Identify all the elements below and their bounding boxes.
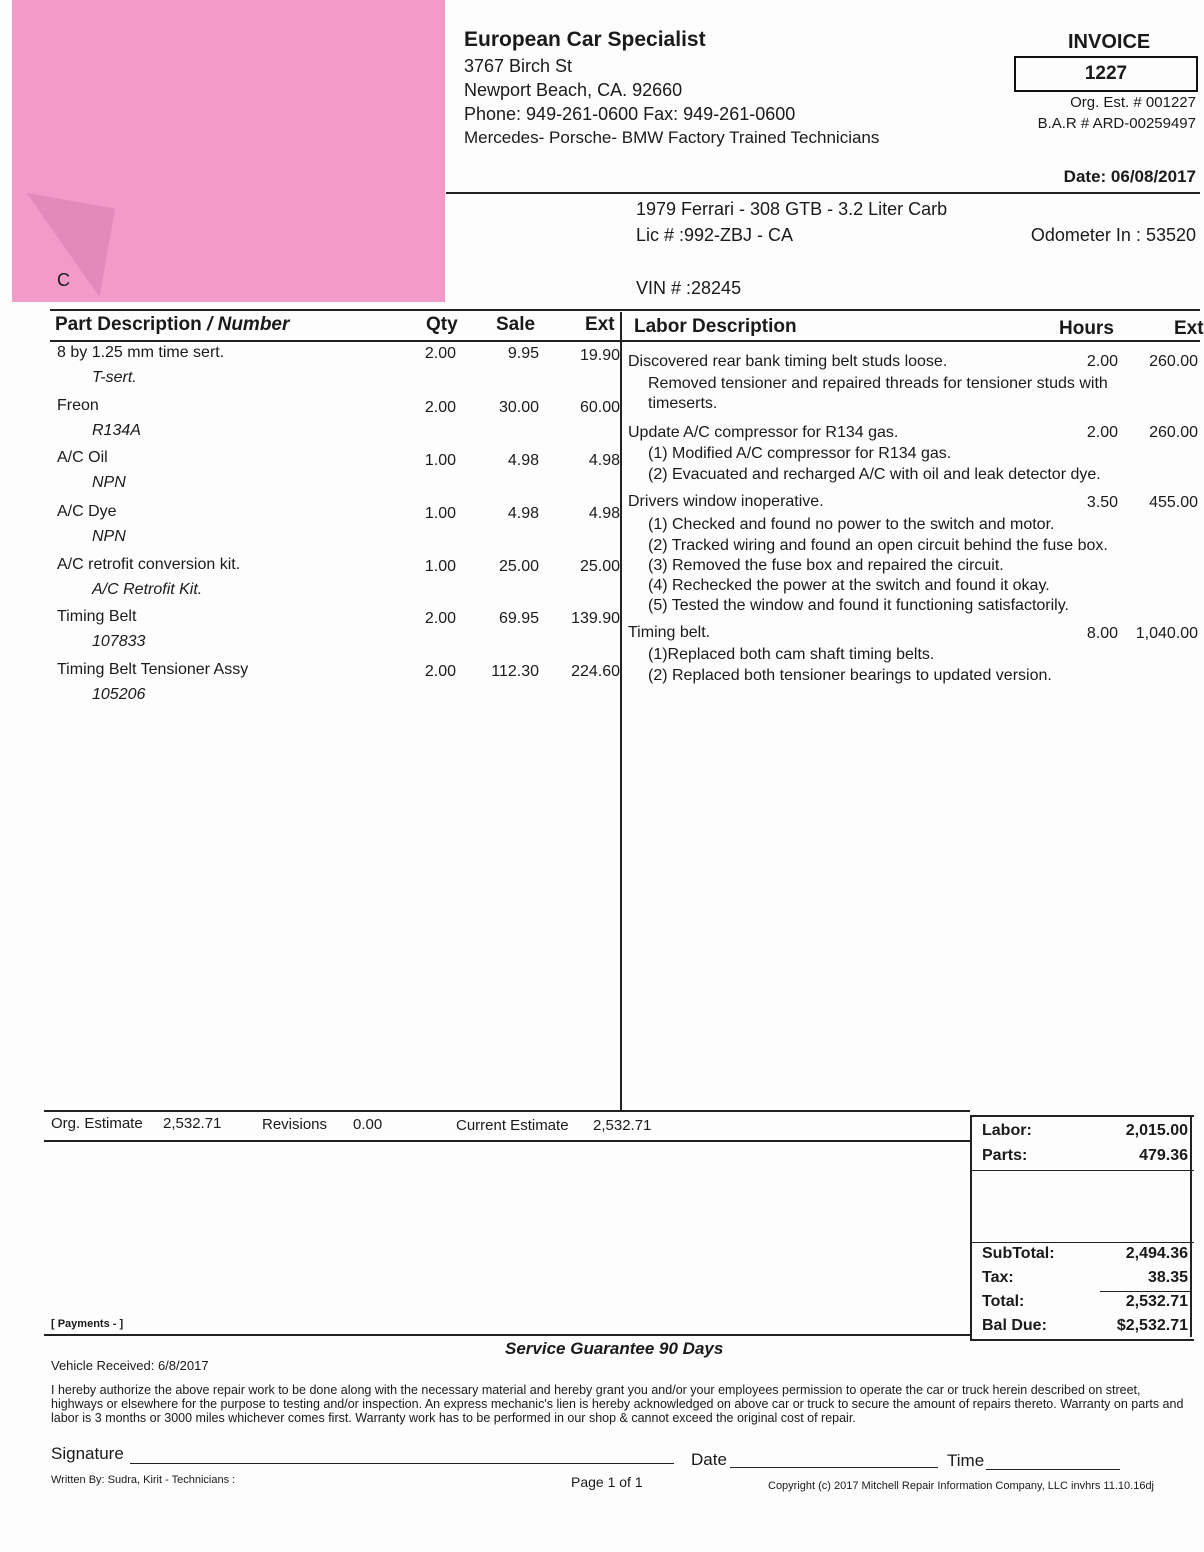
- bar-number: B.A.R # ARD-00259497: [1037, 115, 1196, 132]
- part-ext: 224.60: [571, 663, 620, 680]
- labor-header-hours: Hours: [1059, 318, 1114, 339]
- balance-due-value: $2,532.71: [1116, 1317, 1188, 1334]
- invoice-title: INVOICE: [1068, 31, 1151, 53]
- part-number: R134A: [92, 422, 141, 439]
- labor-hours: 2.00: [1086, 353, 1118, 370]
- subtotal-label: SubTotal:: [982, 1245, 1055, 1262]
- payments-rule: [44, 1334, 970, 1336]
- part-number: T-sert.: [92, 369, 137, 386]
- balance-due-label: Bal Due:: [982, 1317, 1047, 1334]
- part-ext: 4.98: [588, 505, 620, 522]
- authorization-text: I hereby authorize the above repair work to be done along with the necessary material and hereby grant you and/or your employees permission to operate the car or truck herein described on street, highways or elsewhere for the purpose to testing and/or inspection. An express mechanic's lien is hereby acknowledged on above car or truck to secure the amount of repairs thereto. Warranty on parts and labor is 3 months or 3000 miles whichever comes first. Warranty work has to be performed in our shop & cannot exceed the original cost of repair.: [51, 1383, 1184, 1425]
- labor-hours: 8.00: [1086, 625, 1118, 642]
- labor-detail: timeserts.: [648, 395, 718, 412]
- table-top-rule: [50, 309, 1200, 311]
- payments-label: [ Payments - ]: [51, 1318, 124, 1330]
- labor-header-ext: Ext: [1174, 318, 1204, 339]
- part-number: NPN: [92, 528, 126, 545]
- tax-value: 38.35: [1147, 1269, 1188, 1286]
- estimate-bottom-rule: [44, 1140, 970, 1142]
- vehicle-description: 1979 Ferrari - 308 GTB - 3.2 Liter Carb: [636, 199, 948, 219]
- part-qty: 2.00: [424, 663, 456, 680]
- part-qty: 2.00: [424, 610, 456, 627]
- labor-detail: (2) Evacuated and recharged A/C with oil and leak detector dye.: [648, 466, 1101, 483]
- time-label: Time: [947, 1451, 985, 1470]
- current-estimate-label: Current Estimate: [456, 1117, 569, 1134]
- parts-header: [55, 314, 289, 336]
- part-name: Timing Belt: [57, 608, 137, 625]
- part-qty: 2.00: [424, 399, 456, 416]
- service-guarantee: Service Guarantee 90 Days: [505, 1339, 724, 1358]
- parts-header-qty: Qty: [426, 314, 458, 335]
- labor-ext: 455.00: [1149, 494, 1198, 511]
- invoice-number: 1227: [1014, 56, 1198, 92]
- part-qty: 2.00: [424, 345, 456, 362]
- labor-detail: (2) Replaced both tensioner bearings to updated version.: [648, 667, 1052, 684]
- date-label: Date: [691, 1450, 727, 1469]
- copyright: Copyright (c) 2017 Mitchell Repair Information Company, LLC invhrs 11.10.16dj: [768, 1480, 1154, 1492]
- labor-ext: 260.00: [1149, 353, 1198, 370]
- revisions-label: Revisions: [262, 1116, 328, 1133]
- labor-detail: (2) Tracked wiring and found an open circuit behind the fuse box.: [648, 537, 1108, 554]
- labor-hours: 2.00: [1086, 424, 1118, 441]
- part-sale: 69.95: [498, 610, 539, 627]
- labor-detail: Removed tensioner and repaired threads for tensioner studs with: [648, 375, 1108, 392]
- parts-header-ext: Ext: [585, 314, 615, 335]
- part-sale: 30.00: [498, 399, 539, 416]
- part-qty: 1.00: [424, 558, 456, 575]
- shop-name: European Car Specialist: [464, 28, 706, 51]
- labor-detail: (4) Rechecked the power at the switch and found it okay.: [648, 577, 1050, 594]
- table-header-rule: [50, 340, 1200, 342]
- totals-rule-1: [972, 1170, 1194, 1171]
- written-by: Written By: Sudra, Kirit - Technicians :: [51, 1474, 236, 1486]
- labor-detail: (1) Modified A/C compressor for R134 gas.: [648, 445, 952, 462]
- part-ext: 25.00: [579, 558, 620, 575]
- vehicle-received: Vehicle Received: 6/8/2017: [51, 1358, 209, 1373]
- customer-fragment: C: [57, 270, 70, 290]
- labor-detail: (1)Replaced both cam shaft timing belts.: [648, 646, 935, 663]
- header-divider: [446, 192, 1200, 194]
- totals-rule-2: [972, 1242, 1194, 1243]
- labor-title: Discovered rear bank timing belt studs loose.: [628, 353, 948, 370]
- labor-title: Drivers window inoperative.: [628, 493, 824, 510]
- labor-total-label: Labor:: [982, 1122, 1032, 1139]
- part-qty: 1.00: [424, 452, 456, 469]
- date-line[interactable]: [730, 1467, 938, 1468]
- org-estimate-label: Org. Estimate: [51, 1115, 143, 1132]
- part-sale: 25.00: [498, 558, 539, 575]
- part-name: Timing Belt Tensioner Assy: [57, 661, 249, 678]
- vehicle-odometer: Odometer In : 53520: [1030, 225, 1196, 245]
- part-sale: 4.98: [507, 452, 539, 469]
- part-name: Freon: [57, 397, 99, 414]
- labor-title: Update A/C compressor for R134 gas.: [628, 424, 899, 441]
- part-number: 105206: [92, 686, 146, 703]
- part-qty: 1.00: [424, 505, 456, 522]
- labor-title: Timing belt.: [628, 624, 711, 641]
- totals-right-edge: [1190, 1117, 1192, 1337]
- vehicle-license: Lic # :992-ZBJ - CA: [636, 225, 794, 245]
- signature-label: Signature: [51, 1444, 124, 1463]
- part-number: 107833: [92, 633, 146, 650]
- part-sale: 4.98: [507, 505, 539, 522]
- page-number: Page 1 of 1: [571, 1474, 643, 1490]
- part-ext: 4.98: [588, 452, 620, 469]
- total-rule: [1100, 1291, 1190, 1292]
- estimate-top-rule: [44, 1110, 970, 1112]
- part-name: 8 by 1.25 mm time sert.: [57, 344, 225, 361]
- part-sale: 112.30: [491, 663, 539, 680]
- labor-total-value: 2,015.00: [1125, 1122, 1188, 1139]
- shop-address1: 3767 Birch St: [464, 56, 573, 76]
- part-ext: 139.90: [571, 610, 620, 627]
- part-number: NPN: [92, 474, 126, 491]
- parts-header-number: / Number: [201, 314, 290, 335]
- parts-total-label: Parts:: [982, 1147, 1028, 1164]
- signature-line[interactable]: [130, 1463, 674, 1464]
- parts-total-value: 479.36: [1139, 1147, 1188, 1164]
- parts-header-description: Part Description: [55, 314, 202, 335]
- part-name: A/C Dye: [57, 503, 117, 520]
- part-sale: 9.95: [507, 345, 539, 362]
- subtotal-value: 2,494.36: [1125, 1245, 1188, 1262]
- org-estimate-value: 2,532.71: [163, 1115, 222, 1132]
- shop-phone-fax: Phone: 949-261-0600 Fax: 949-261-0600: [464, 104, 796, 124]
- time-line[interactable]: [986, 1469, 1120, 1470]
- vehicle-vin: VIN # :28245: [636, 278, 742, 298]
- labor-ext: 260.00: [1149, 424, 1198, 441]
- current-estimate-value: 2,532.71: [593, 1117, 652, 1134]
- column-divider: [620, 312, 622, 1110]
- labor-detail: (5) Tested the window and found it functioning satisfactorily.: [648, 597, 1069, 614]
- labor-detail: (3) Removed the fuse box and repaired the circuit.: [648, 557, 1004, 574]
- part-ext: 19.90: [579, 347, 620, 364]
- parts-header-sale: Sale: [496, 314, 536, 335]
- total-value: 2,532.71: [1125, 1293, 1188, 1310]
- part-ext: 60.00: [579, 399, 620, 416]
- labor-hours: 3.50: [1086, 494, 1118, 511]
- shop-tagline: Mercedes- Porsche- BMW Factory Trained Technicians: [464, 128, 880, 147]
- labor-detail: (1) Checked and found no power to the switch and motor.: [648, 516, 1055, 533]
- total-label: Total:: [982, 1293, 1025, 1310]
- tax-label: Tax:: [982, 1269, 1014, 1286]
- invoice-date: Date: 06/08/2017: [1063, 167, 1196, 186]
- shop-address2: Newport Beach, CA. 92660: [464, 80, 683, 100]
- part-number: A/C Retrofit Kit.: [92, 581, 203, 598]
- labor-header-description: Labor Description: [634, 316, 797, 337]
- part-name: A/C Oil: [57, 449, 108, 466]
- labor-ext: 1,040.00: [1135, 625, 1198, 642]
- part-name: A/C retrofit conversion kit.: [57, 556, 241, 573]
- revisions-value: 0.00: [353, 1116, 383, 1133]
- org-est-number: Org. Est. # 001227: [1070, 94, 1196, 111]
